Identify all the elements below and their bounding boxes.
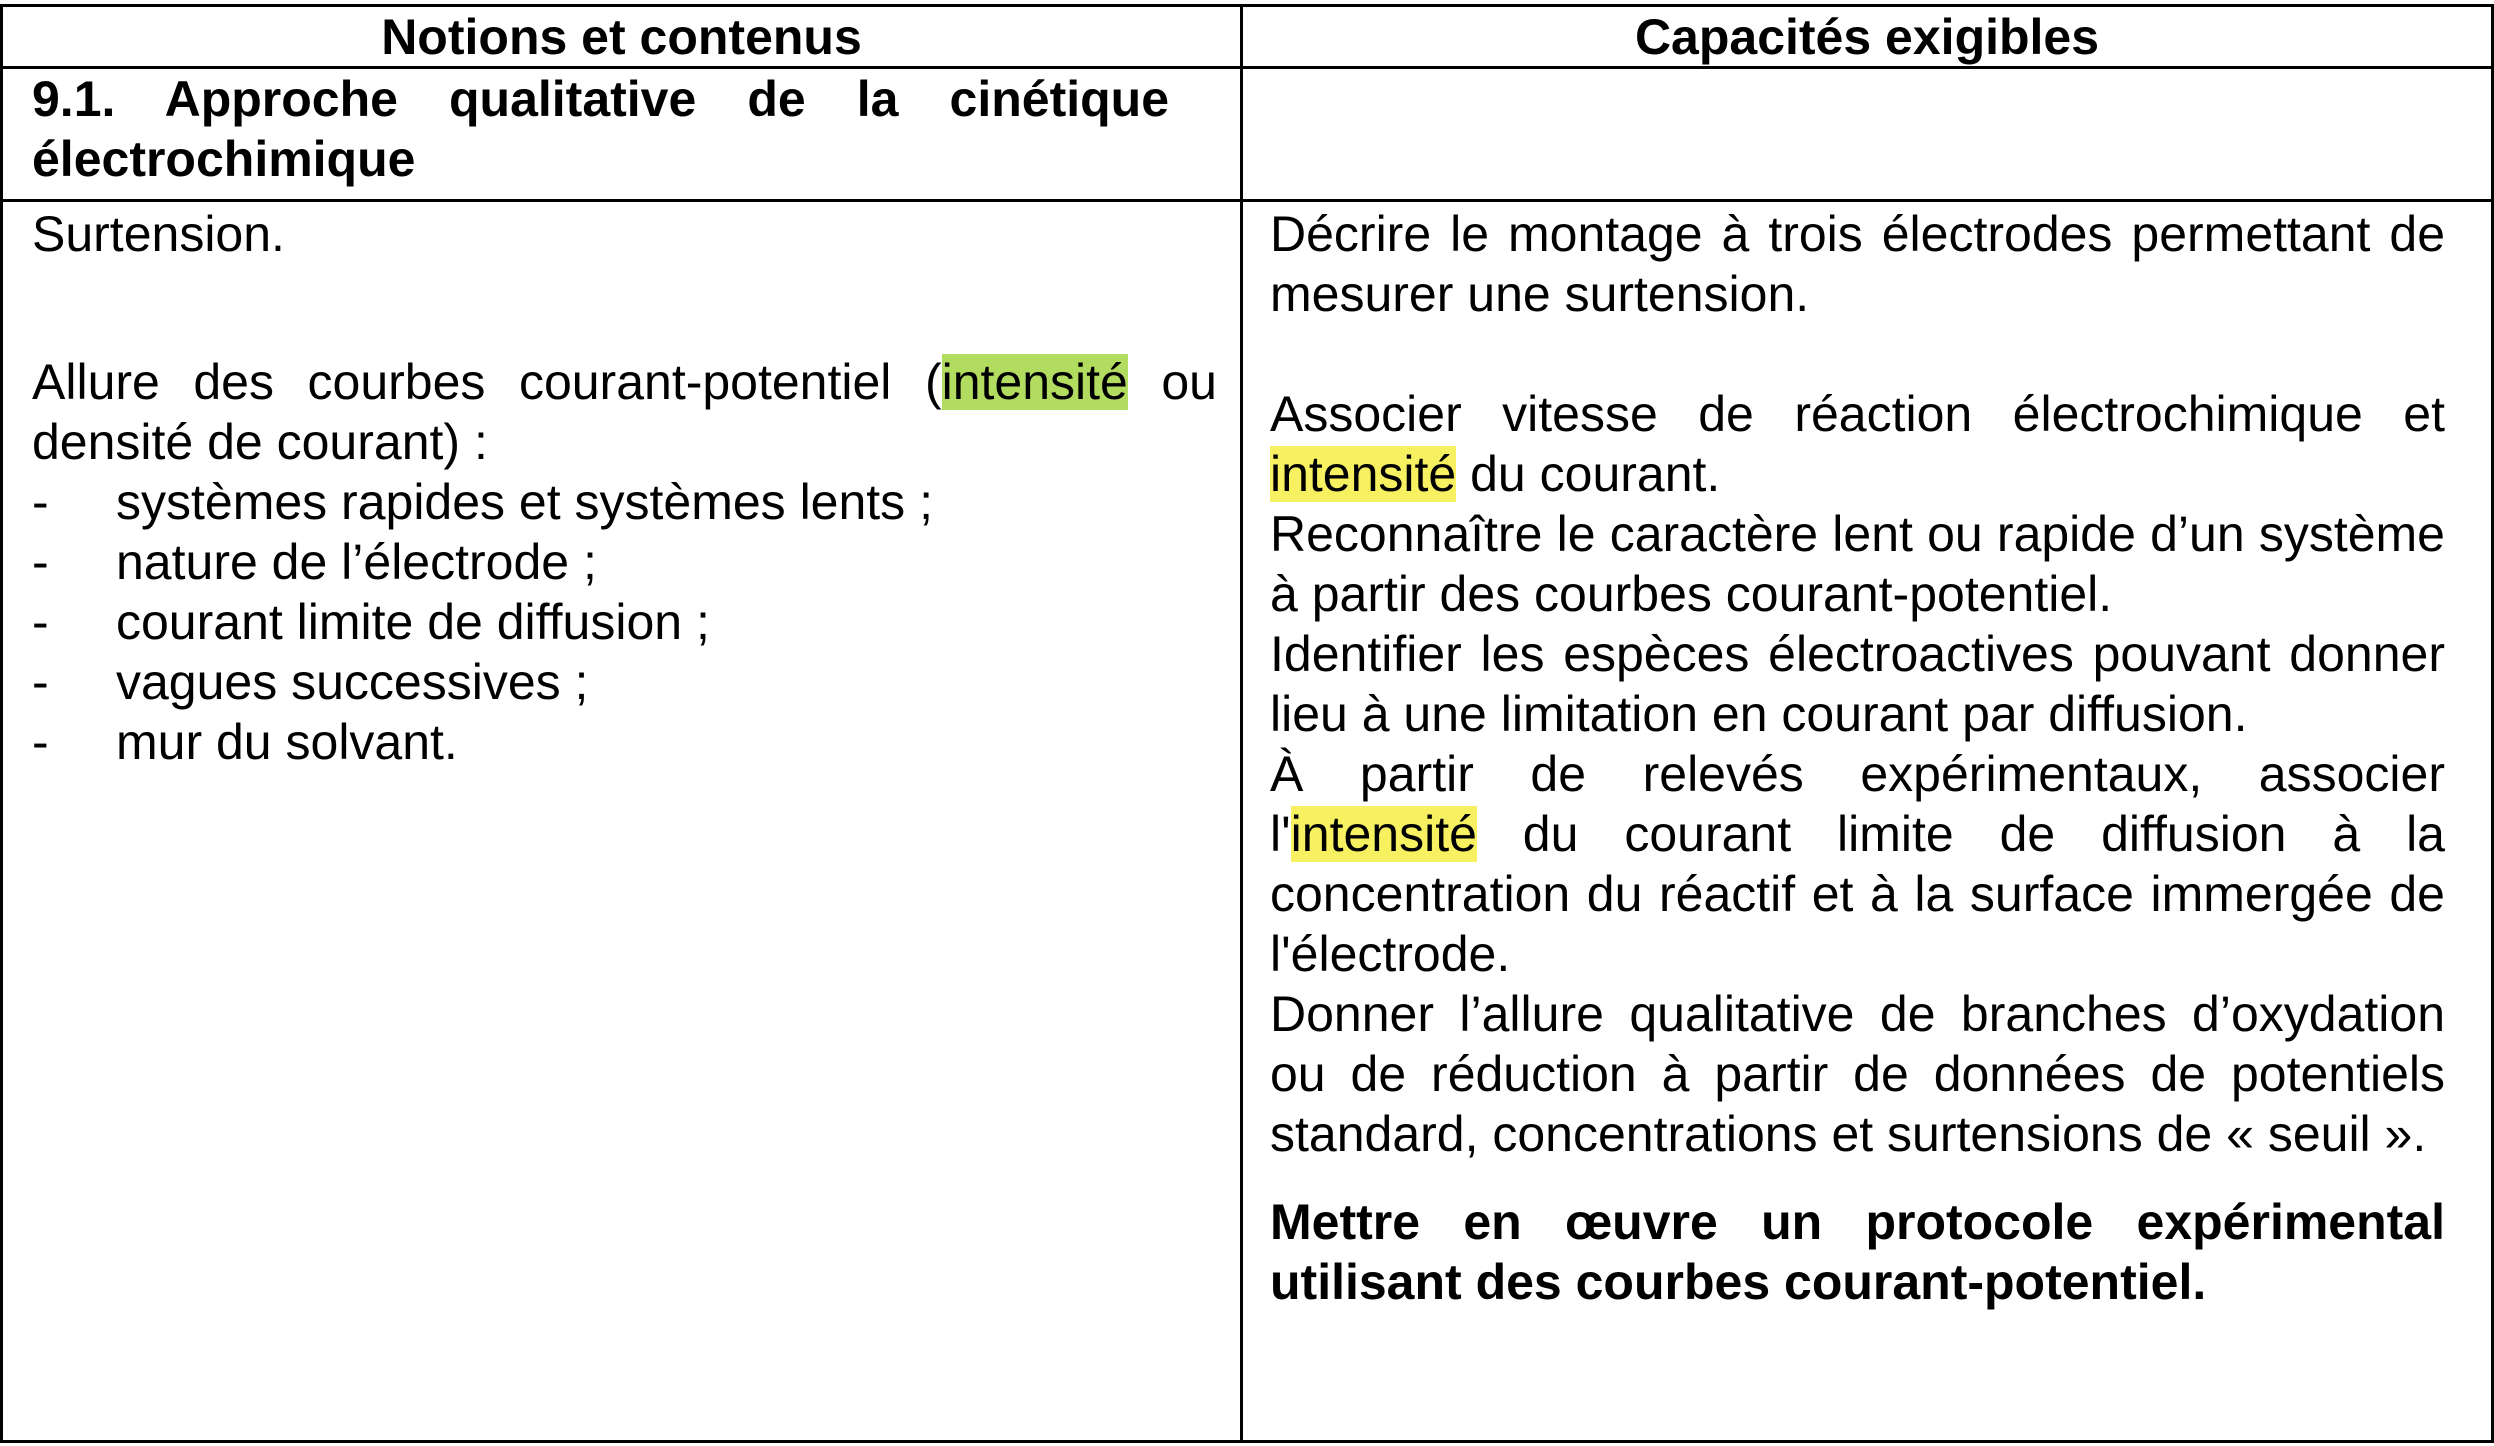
list-marker: - [32,474,49,530]
capacite-releves: À partir de relevés expérimentaux, associer l'intensité du courant limite de diffusion à la concentration du réactif et à la surface immergée de l'électrode. [1270,746,2445,982]
highlight-intensite: intensité [1270,446,1457,502]
list-marker: - [32,534,49,590]
capacite-montage: Décrire le montage à trois électrodes permettant de mesurer une surtension. [1270,206,2445,322]
highlight-intensite: intensité [1290,806,1477,862]
header-notions: Notions et contenus [381,9,862,65]
list-item: - vagues successives ; [32,654,589,710]
table-border-bottom [0,1440,2494,1443]
list-marker: - [32,654,49,710]
capacite-reconnaitre: Reconnaître le caractère lent ou rapide d’un système à partir des courbes courant-potentiel. [1270,506,2445,622]
left-column [32,204,1217,772]
capacite-identifier: Identifier les espèces électroactives pouvant donner lieu à une limitation en courant par diffusion. [1270,626,2445,742]
highlight-intensite: intensité [941,354,1128,410]
section-title: 9.1. Approche qualitative de la cinétique électrochimique [32,71,1169,187]
capacite-vitesse: Associer vitesse de réaction électrochimique et intensité du courant. [1270,386,2445,502]
surtension-label: Surtension. [32,206,285,262]
list-marker: - [32,594,49,650]
list-marker: - [32,714,49,770]
capacite-allure: Donner l’allure qualitative de branches d’oxydation ou de réduction à partir de données de potentiels standard, concentrations et surtensions de « seuil ». [1270,986,2445,1162]
right-column [1270,204,2445,1312]
list-item: - nature de l’électrode ; [32,534,597,590]
column-divider [1240,4,1243,1443]
table-border-left [0,4,3,1443]
header-capacites: Capacités exigibles [1634,9,2100,65]
list-item: - systèmes rapides et systèmes lents ; [32,474,933,530]
allure-paragraph: Allure des courbes courant-potentiel (intensité ou densité de courant) : [32,354,1217,470]
capacite-protocole: Mettre en œuvre un protocole expérimental utilisant des courbes courant-potentiel. [1270,1194,2445,1310]
list-item: - mur du solvant. [32,714,458,770]
list-item: - courant limite de diffusion ; [32,594,710,650]
section-divider [0,199,2494,202]
